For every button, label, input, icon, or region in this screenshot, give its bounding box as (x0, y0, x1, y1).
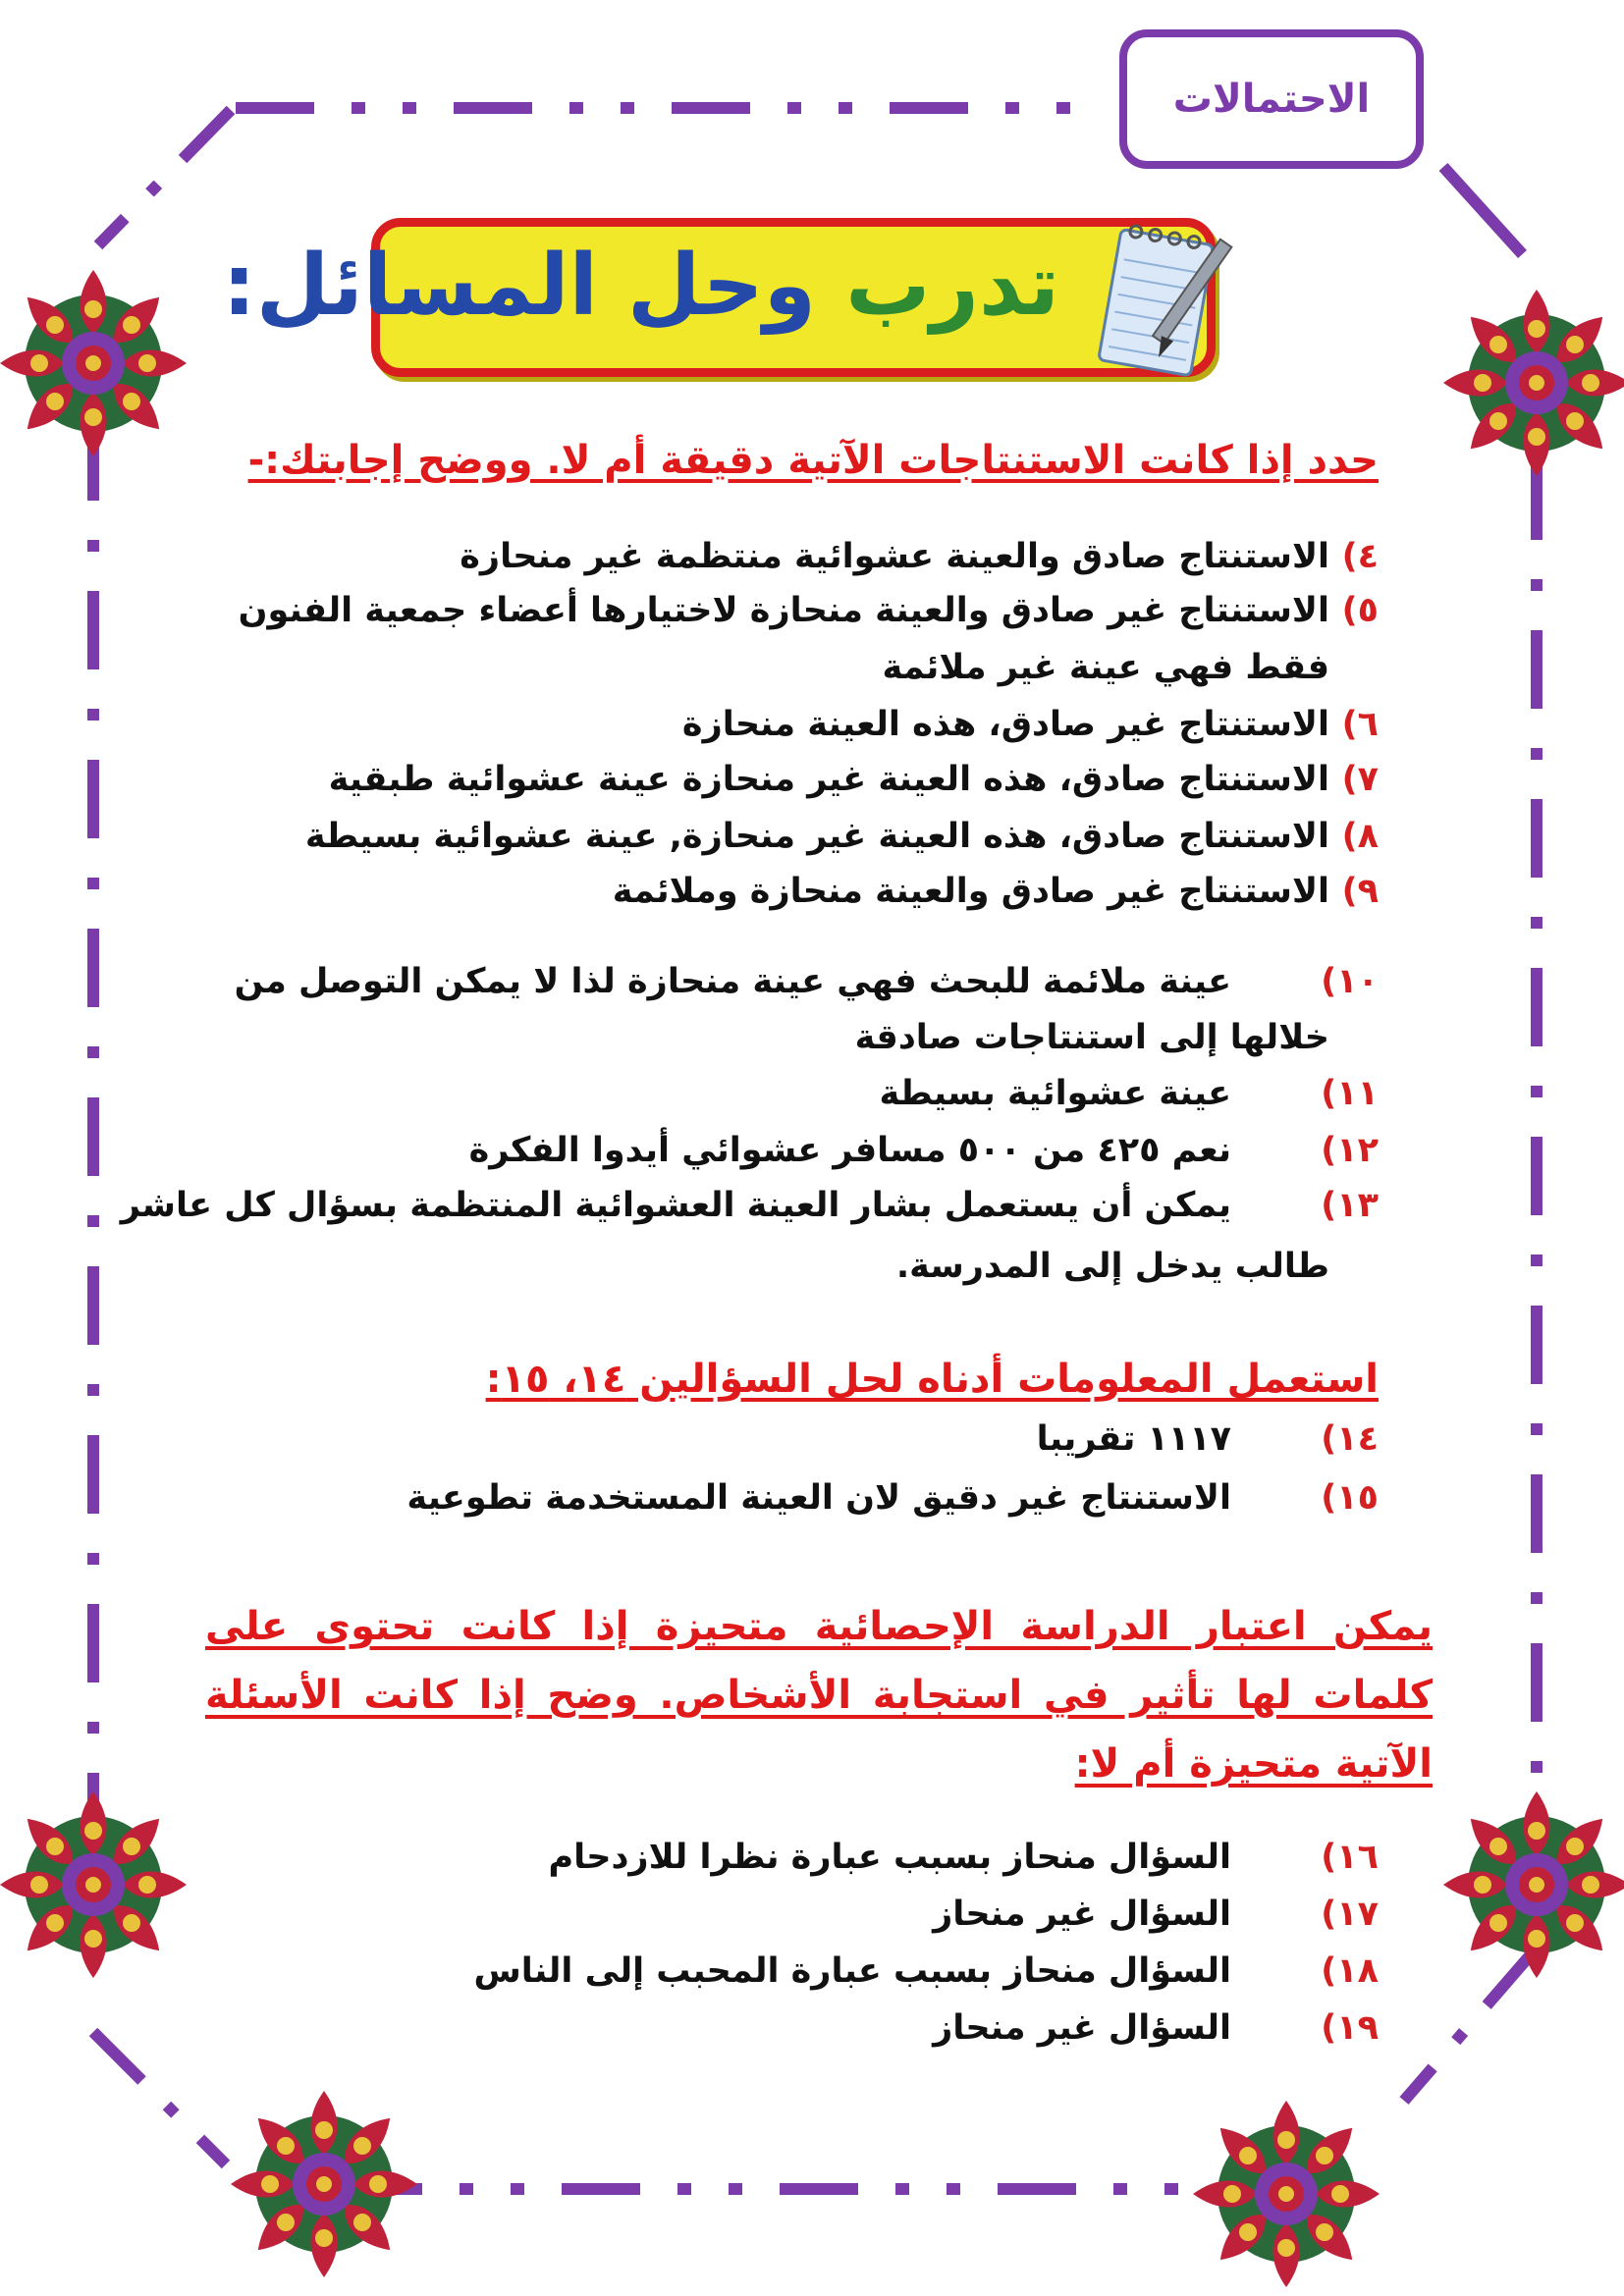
item-number: ١١) (1321, 1074, 1379, 1113)
banner-title-part1: تدرب (845, 237, 1059, 335)
section3-heading: استعمل المعلومات أدناه لحل السؤالين ١٤، ١٥: (485, 1357, 1379, 1402)
answer-line: يمكن أن يستعمل بشار العينة العشوائية المنتظمة بسؤال كل عاشر (120, 1186, 1231, 1225)
answer-line: الاستنتاج صادق، هذه العينة غير منحازة, عينة عشوائية بسيطة (304, 817, 1329, 856)
item-number: ١٥) (1321, 1478, 1379, 1518)
answer-line: الاستنتاج صادق والعينة عشوائية منتظمة غير منحازة (460, 537, 1329, 576)
item-number: ٨) (1341, 817, 1379, 856)
banner-title (222, 237, 1059, 335)
answer-line-continued: خلالها إلى استنتاجات صادقة (854, 1018, 1329, 1057)
item-number: ٩) (1341, 872, 1379, 911)
section4-paragraph: يمكن اعتبار الدراسة الإحصائية متحيزة إذا كانت تحتوى على كلمات لها تأثير في استجابة الأشخاص. وضح إذا كانت الأسئلة الآتية متحيزة أم لا: (205, 1604, 1433, 1787)
answer-line: الاستنتاج غير دقيق لان العينة المستخدمة تطوعية (406, 1478, 1231, 1518)
item-number: ١٢) (1321, 1131, 1379, 1170)
item-number: ١٩) (1321, 2008, 1379, 2048)
title-banner (222, 218, 1216, 377)
item-number: ١٨) (1321, 1951, 1379, 1991)
item-number: ١٦) (1321, 1838, 1379, 1877)
answer-line: السؤال منحاز بسبب عبارة المحبب إلى الناس (473, 1951, 1231, 1991)
item-number: ١٣) (1321, 1186, 1379, 1225)
answer-line: الاستنتاج غير صادق والعينة منحازة لاختيارها أعضاء جمعية الفنون (238, 591, 1329, 630)
notepad-pencil-icon (1090, 208, 1237, 395)
item-number: ١٤) (1321, 1419, 1379, 1459)
banner-title-part2: وحل المسائل: (222, 237, 817, 335)
item-number: ١٠) (1321, 962, 1379, 1001)
item-number: ١٧) (1321, 1895, 1379, 1934)
item-number: ٤) (1341, 537, 1379, 576)
answer-line: السؤال غير منحاز (933, 2008, 1231, 2048)
item-number: ٧) (1341, 760, 1379, 799)
chapter-tab (1119, 29, 1424, 169)
item-number: ٥) (1341, 591, 1379, 630)
answer-line: السؤال غير منحاز (933, 1895, 1231, 1934)
answer-line: الاستنتاج غير صادق والعينة منحازة وملائمة (612, 872, 1329, 911)
answer-line: عينة ملائمة للبحث فهي عينة منحازة لذا لا يمكن التوصل من (234, 962, 1231, 1001)
answer-line: ١١١٧ تقريبا (1036, 1419, 1231, 1459)
section1-heading: حدد إذا كانت الاستنتاجات الآتية دقيقة أم لا. ووضح إجابتك:- (247, 438, 1379, 483)
answer-line-continued: طالب يدخل إلى المدرسة. (895, 1247, 1329, 1286)
answer-line: نعم ٤٢٥ من ٥٠٠ مسافر عشوائي أيدوا الفكرة (468, 1131, 1231, 1170)
chapter-title: الاحتمالات (1172, 77, 1371, 122)
answer-line: السؤال منحاز بسبب عبارة نظرا للازدحام (548, 1838, 1231, 1877)
item-number: ٦) (1341, 705, 1379, 744)
answer-line: الاستنتاج صادق، هذه العينة غير منحازة عينة عشوائية طبقية (328, 760, 1329, 799)
answer-line: عينة عشوائية بسيطة (879, 1074, 1231, 1113)
answer-line: الاستنتاج غير صادق، هذه العينة منحازة (681, 705, 1329, 744)
answer-line-continued: فقط فهي عينة غير ملائمة (882, 648, 1329, 687)
